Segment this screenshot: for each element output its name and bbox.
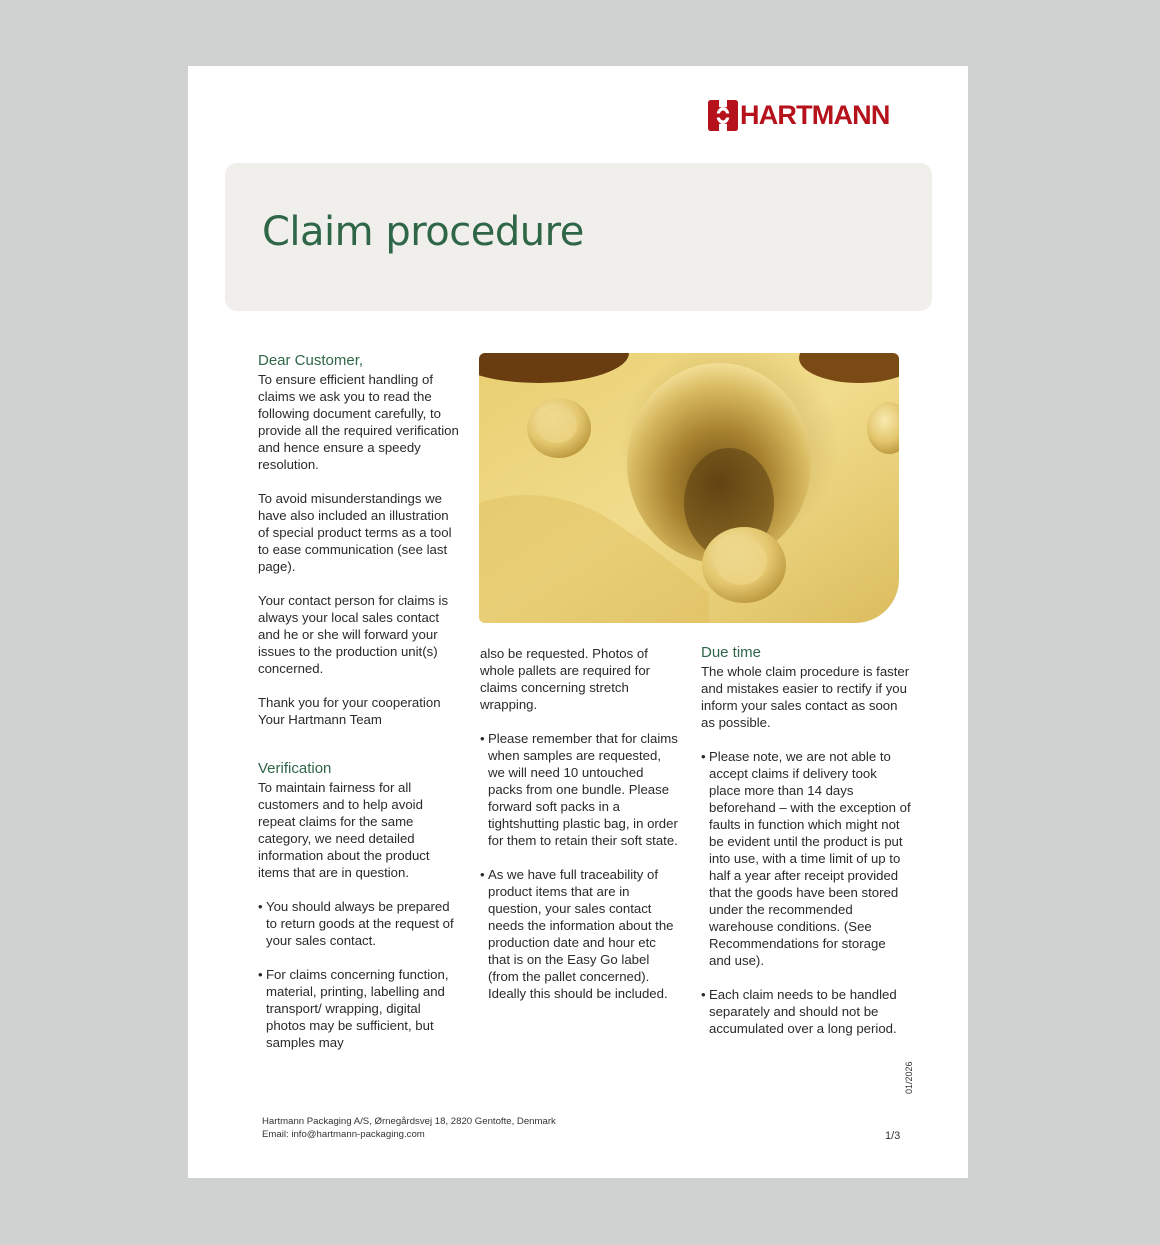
bullet-symbol: • [701, 749, 706, 764]
footer-address-block [262, 1115, 556, 1141]
closing-line-2: Your Hartmann Team [258, 712, 382, 727]
product-photo [479, 353, 899, 623]
footer-email: Email: info@hartmann-packaging.com [262, 1129, 425, 1140]
column-right [701, 643, 911, 1054]
verification-bullet-1: You should always be prepared to return goods at the request of your sales contact. [266, 899, 454, 948]
due-time-paragraph: The whole claim procedure is faster and mistakes easier to rectify if you inform your sales contact as soon as possible. [701, 664, 910, 730]
list-item [480, 866, 680, 1002]
column2-bullet-2: As we have full traceability of product items that are in question, your sales contact needs the information about the production date and hour etc that is on the Easy Go label (from the pallet concerned). Ideally this should be included. [488, 867, 674, 1001]
due-time-bullet-1: Please note, we are not able to accept claims if delivery took place more than 14 days beforehand – with the exception of faults in function which might not be evident until the product is put into use, with a time limit of up to half a year after receipt provided that the goods have been stored under the recommended warehouse conditions. (See Recommendations for storage and use). [709, 749, 911, 968]
verification-heading: Verification [258, 760, 332, 777]
list-item [701, 986, 911, 1037]
list-item [258, 966, 463, 1051]
column-left [258, 351, 463, 1068]
brand-name: HARTMANN [740, 99, 890, 130]
column-middle [480, 645, 680, 1019]
intro-paragraph-1: To ensure efficient handling of claims we ask you to read the following document carefully, to provide all the required verification and hence ensure a speedy resolution. [258, 372, 459, 472]
list-item [480, 730, 680, 849]
title-banner [225, 163, 932, 311]
date-code: 01/2026 [904, 1061, 914, 1094]
document-page [188, 66, 968, 1178]
closing-line-1: Thank you for your cooperation [258, 695, 441, 710]
column2-continuation: also be requested. Photos of whole pallets are required for claims concerning stretch wrapping. [480, 646, 651, 712]
bullet-symbol: • [701, 987, 706, 1002]
list-item [701, 748, 911, 969]
egg-tray-image [479, 353, 899, 623]
hartmann-logo [708, 99, 890, 131]
bullet-symbol: • [258, 967, 263, 982]
hartmann-egg-icon [708, 100, 738, 131]
verification-paragraph: To maintain fairness for all customers and to help avoid repeat claims for the same category, we need detailed information about the product items that are in question. [258, 780, 430, 880]
page-number: 1/3 [885, 1130, 901, 1142]
bullet-symbol: • [480, 867, 485, 882]
due-time-bullet-2: Each claim needs to be handled separately and should not be accumulated over a long period. [709, 987, 897, 1036]
intro-paragraph-3: Your contact person for claims is always your local sales contact and he or she will forward your issues to the production unit(s) concerned. [258, 593, 449, 676]
footer-address: Hartmann Packaging A/S, Ørnegårdsvej 18, 2820 Gentofte, Denmark [262, 1116, 556, 1127]
verification-bullet-2: For claims concerning function, material, printing, labelling and transport/ wrapping, digital photos may be sufficient, but samples may [266, 967, 449, 1050]
bullet-symbol: • [480, 731, 485, 746]
column2-bullet-1: Please remember that for claims when samples are requested, we will need 10 untouched packs from one bundle. Please forward soft packs in a tightshutting plastic bag, in order for them to retain their soft state. [488, 731, 678, 848]
due-time-heading: Due time [701, 644, 762, 661]
greeting: Dear Customer, [258, 352, 364, 369]
list-item [258, 898, 463, 949]
page-title: Claim procedure [262, 209, 584, 255]
intro-paragraph-2: To avoid misunderstandings we have also included an illustration of special product terms as a tool to ease communication (see last page). [258, 491, 452, 574]
bullet-symbol: • [258, 899, 263, 914]
date-code-container [904, 1061, 914, 1094]
